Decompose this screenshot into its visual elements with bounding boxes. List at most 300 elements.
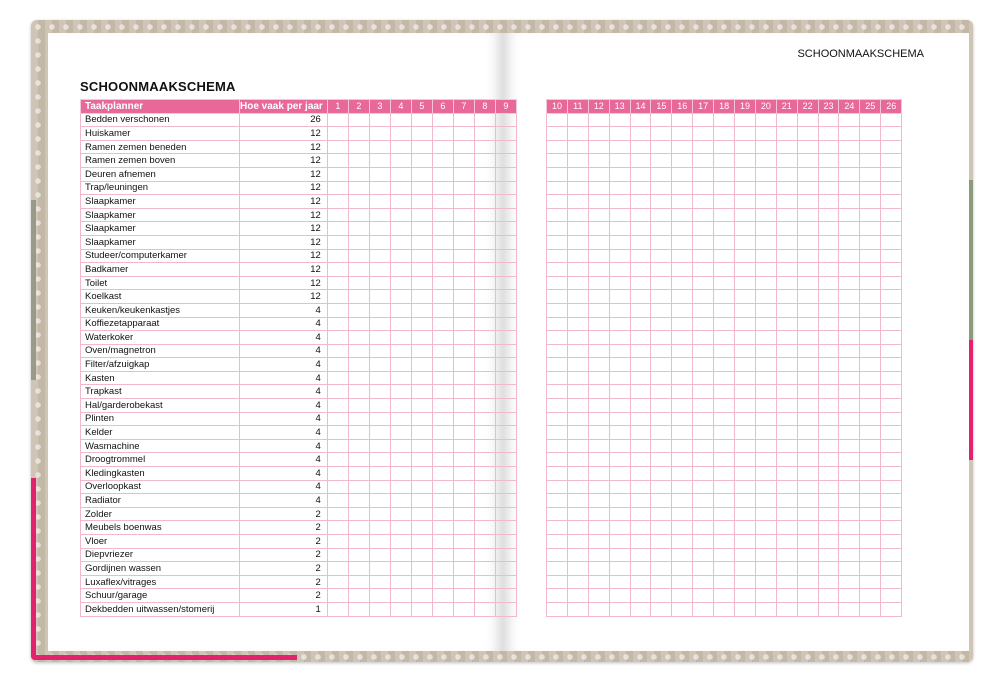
check-cell[interactable]: [474, 453, 495, 467]
check-cell[interactable]: [755, 439, 776, 453]
check-cell[interactable]: [432, 602, 453, 616]
check-cell[interactable]: [609, 290, 630, 304]
check-cell[interactable]: [755, 399, 776, 413]
check-cell[interactable]: [735, 303, 756, 317]
check-cell[interactable]: [411, 399, 432, 413]
check-cell[interactable]: [714, 507, 735, 521]
check-cell[interactable]: [881, 235, 902, 249]
check-cell[interactable]: [755, 371, 776, 385]
check-cell[interactable]: [411, 562, 432, 576]
check-cell[interactable]: [411, 127, 432, 141]
check-cell[interactable]: [818, 140, 839, 154]
check-cell[interactable]: [651, 575, 672, 589]
check-cell[interactable]: [839, 358, 860, 372]
check-cell[interactable]: [714, 127, 735, 141]
check-cell[interactable]: [432, 575, 453, 589]
check-cell[interactable]: [735, 358, 756, 372]
check-cell[interactable]: [797, 195, 818, 209]
check-cell[interactable]: [818, 222, 839, 236]
check-cell[interactable]: [474, 535, 495, 549]
check-cell[interactable]: [735, 412, 756, 426]
check-cell[interactable]: [672, 317, 693, 331]
check-cell[interactable]: [495, 303, 516, 317]
check-cell[interactable]: [797, 426, 818, 440]
check-cell[interactable]: [818, 235, 839, 249]
check-cell[interactable]: [693, 602, 714, 616]
check-cell[interactable]: [567, 303, 588, 317]
check-cell[interactable]: [348, 263, 369, 277]
check-cell[interactable]: [714, 562, 735, 576]
check-cell[interactable]: [881, 181, 902, 195]
check-cell[interactable]: [651, 222, 672, 236]
check-cell[interactable]: [735, 140, 756, 154]
check-cell[interactable]: [348, 480, 369, 494]
check-cell[interactable]: [547, 140, 568, 154]
check-cell[interactable]: [588, 548, 609, 562]
check-cell[interactable]: [390, 480, 411, 494]
check-cell[interactable]: [651, 276, 672, 290]
check-cell[interactable]: [453, 208, 474, 222]
check-cell[interactable]: [839, 426, 860, 440]
check-cell[interactable]: [714, 412, 735, 426]
check-cell[interactable]: [881, 412, 902, 426]
check-cell[interactable]: [797, 263, 818, 277]
check-cell[interactable]: [453, 467, 474, 481]
check-cell[interactable]: [651, 140, 672, 154]
check-cell[interactable]: [369, 181, 390, 195]
check-cell[interactable]: [860, 195, 881, 209]
check-cell[interactable]: [693, 439, 714, 453]
check-cell[interactable]: [860, 317, 881, 331]
check-cell[interactable]: [860, 412, 881, 426]
check-cell[interactable]: [693, 371, 714, 385]
check-cell[interactable]: [547, 412, 568, 426]
check-cell[interactable]: [567, 439, 588, 453]
check-cell[interactable]: [651, 154, 672, 168]
check-cell[interactable]: [474, 249, 495, 263]
check-cell[interactable]: [411, 249, 432, 263]
check-cell[interactable]: [547, 548, 568, 562]
check-cell[interactable]: [755, 412, 776, 426]
check-cell[interactable]: [693, 589, 714, 603]
check-cell[interactable]: [797, 562, 818, 576]
check-cell[interactable]: [881, 575, 902, 589]
check-cell[interactable]: [432, 399, 453, 413]
check-cell[interactable]: [453, 494, 474, 508]
check-cell[interactable]: [672, 358, 693, 372]
check-cell[interactable]: [860, 399, 881, 413]
check-cell[interactable]: [735, 195, 756, 209]
check-cell[interactable]: [818, 358, 839, 372]
check-cell[interactable]: [411, 181, 432, 195]
check-cell[interactable]: [881, 167, 902, 181]
check-cell[interactable]: [860, 426, 881, 440]
check-cell[interactable]: [432, 494, 453, 508]
check-cell[interactable]: [797, 276, 818, 290]
check-cell[interactable]: [348, 358, 369, 372]
check-cell[interactable]: [839, 575, 860, 589]
check-cell[interactable]: [432, 426, 453, 440]
check-cell[interactable]: [567, 235, 588, 249]
check-cell[interactable]: [411, 208, 432, 222]
check-cell[interactable]: [776, 371, 797, 385]
check-cell[interactable]: [567, 290, 588, 304]
check-cell[interactable]: [453, 507, 474, 521]
check-cell[interactable]: [693, 548, 714, 562]
check-cell[interactable]: [609, 562, 630, 576]
check-cell[interactable]: [432, 507, 453, 521]
check-cell[interactable]: [547, 317, 568, 331]
check-cell[interactable]: [567, 453, 588, 467]
check-cell[interactable]: [755, 344, 776, 358]
check-cell[interactable]: [348, 249, 369, 263]
check-cell[interactable]: [672, 235, 693, 249]
check-cell[interactable]: [547, 439, 568, 453]
check-cell[interactable]: [348, 276, 369, 290]
check-cell[interactable]: [348, 113, 369, 127]
check-cell[interactable]: [547, 167, 568, 181]
check-cell[interactable]: [348, 494, 369, 508]
check-cell[interactable]: [672, 127, 693, 141]
check-cell[interactable]: [672, 167, 693, 181]
check-cell[interactable]: [839, 235, 860, 249]
check-cell[interactable]: [567, 548, 588, 562]
check-cell[interactable]: [881, 602, 902, 616]
check-cell[interactable]: [474, 480, 495, 494]
check-cell[interactable]: [860, 480, 881, 494]
check-cell[interactable]: [755, 303, 776, 317]
check-cell[interactable]: [776, 467, 797, 481]
check-cell[interactable]: [609, 276, 630, 290]
check-cell[interactable]: [630, 562, 651, 576]
check-cell[interactable]: [588, 154, 609, 168]
check-cell[interactable]: [567, 331, 588, 345]
check-cell[interactable]: [609, 467, 630, 481]
check-cell[interactable]: [839, 385, 860, 399]
check-cell[interactable]: [495, 535, 516, 549]
check-cell[interactable]: [735, 602, 756, 616]
check-cell[interactable]: [755, 535, 776, 549]
check-cell[interactable]: [755, 195, 776, 209]
check-cell[interactable]: [672, 453, 693, 467]
check-cell[interactable]: [797, 480, 818, 494]
check-cell[interactable]: [630, 140, 651, 154]
check-cell[interactable]: [567, 589, 588, 603]
check-cell[interactable]: [547, 453, 568, 467]
check-cell[interactable]: [672, 412, 693, 426]
check-cell[interactable]: [327, 195, 348, 209]
check-cell[interactable]: [693, 399, 714, 413]
check-cell[interactable]: [495, 358, 516, 372]
check-cell[interactable]: [714, 385, 735, 399]
check-cell[interactable]: [672, 140, 693, 154]
check-cell[interactable]: [776, 249, 797, 263]
check-cell[interactable]: [735, 371, 756, 385]
check-cell[interactable]: [432, 154, 453, 168]
check-cell[interactable]: [714, 208, 735, 222]
check-cell[interactable]: [453, 358, 474, 372]
check-cell[interactable]: [348, 344, 369, 358]
check-cell[interactable]: [735, 167, 756, 181]
check-cell[interactable]: [735, 548, 756, 562]
check-cell[interactable]: [672, 385, 693, 399]
check-cell[interactable]: [881, 195, 902, 209]
check-cell[interactable]: [714, 263, 735, 277]
check-cell[interactable]: [630, 154, 651, 168]
check-cell[interactable]: [609, 548, 630, 562]
check-cell[interactable]: [860, 371, 881, 385]
check-cell[interactable]: [839, 113, 860, 127]
check-cell[interactable]: [495, 426, 516, 440]
check-cell[interactable]: [588, 208, 609, 222]
check-cell[interactable]: [714, 521, 735, 535]
check-cell[interactable]: [495, 263, 516, 277]
check-cell[interactable]: [881, 331, 902, 345]
check-cell[interactable]: [474, 235, 495, 249]
check-cell[interactable]: [495, 602, 516, 616]
check-cell[interactable]: [567, 113, 588, 127]
check-cell[interactable]: [693, 195, 714, 209]
check-cell[interactable]: [860, 494, 881, 508]
check-cell[interactable]: [327, 589, 348, 603]
check-cell[interactable]: [797, 412, 818, 426]
check-cell[interactable]: [327, 235, 348, 249]
check-cell[interactable]: [839, 276, 860, 290]
check-cell[interactable]: [735, 439, 756, 453]
check-cell[interactable]: [839, 222, 860, 236]
check-cell[interactable]: [776, 290, 797, 304]
check-cell[interactable]: [547, 331, 568, 345]
check-cell[interactable]: [588, 344, 609, 358]
check-cell[interactable]: [630, 535, 651, 549]
check-cell[interactable]: [735, 127, 756, 141]
check-cell[interactable]: [567, 385, 588, 399]
check-cell[interactable]: [776, 589, 797, 603]
check-cell[interactable]: [474, 575, 495, 589]
check-cell[interactable]: [776, 208, 797, 222]
check-cell[interactable]: [797, 303, 818, 317]
check-cell[interactable]: [735, 154, 756, 168]
check-cell[interactable]: [609, 222, 630, 236]
check-cell[interactable]: [714, 426, 735, 440]
check-cell[interactable]: [369, 140, 390, 154]
check-cell[interactable]: [567, 399, 588, 413]
check-cell[interactable]: [651, 494, 672, 508]
check-cell[interactable]: [369, 290, 390, 304]
check-cell[interactable]: [630, 439, 651, 453]
check-cell[interactable]: [411, 521, 432, 535]
check-cell[interactable]: [776, 181, 797, 195]
check-cell[interactable]: [797, 154, 818, 168]
check-cell[interactable]: [567, 140, 588, 154]
check-cell[interactable]: [714, 439, 735, 453]
check-cell[interactable]: [495, 167, 516, 181]
check-cell[interactable]: [609, 263, 630, 277]
check-cell[interactable]: [432, 222, 453, 236]
check-cell[interactable]: [818, 385, 839, 399]
check-cell[interactable]: [776, 235, 797, 249]
check-cell[interactable]: [567, 317, 588, 331]
check-cell[interactable]: [755, 385, 776, 399]
check-cell[interactable]: [495, 548, 516, 562]
check-cell[interactable]: [453, 480, 474, 494]
check-cell[interactable]: [860, 290, 881, 304]
check-cell[interactable]: [776, 521, 797, 535]
check-cell[interactable]: [495, 249, 516, 263]
check-cell[interactable]: [881, 480, 902, 494]
check-cell[interactable]: [390, 208, 411, 222]
check-cell[interactable]: [818, 562, 839, 576]
check-cell[interactable]: [881, 494, 902, 508]
check-cell[interactable]: [839, 548, 860, 562]
check-cell[interactable]: [369, 548, 390, 562]
check-cell[interactable]: [547, 113, 568, 127]
check-cell[interactable]: [495, 181, 516, 195]
check-cell[interactable]: [881, 303, 902, 317]
check-cell[interactable]: [735, 480, 756, 494]
check-cell[interactable]: [651, 167, 672, 181]
check-cell[interactable]: [672, 589, 693, 603]
check-cell[interactable]: [797, 399, 818, 413]
check-cell[interactable]: [495, 222, 516, 236]
check-cell[interactable]: [693, 412, 714, 426]
check-cell[interactable]: [327, 548, 348, 562]
check-cell[interactable]: [672, 507, 693, 521]
check-cell[interactable]: [776, 480, 797, 494]
check-cell[interactable]: [776, 453, 797, 467]
check-cell[interactable]: [860, 507, 881, 521]
check-cell[interactable]: [547, 399, 568, 413]
check-cell[interactable]: [588, 535, 609, 549]
check-cell[interactable]: [735, 113, 756, 127]
check-cell[interactable]: [797, 507, 818, 521]
check-cell[interactable]: [818, 263, 839, 277]
check-cell[interactable]: [651, 371, 672, 385]
check-cell[interactable]: [390, 575, 411, 589]
check-cell[interactable]: [369, 235, 390, 249]
check-cell[interactable]: [651, 249, 672, 263]
check-cell[interactable]: [630, 195, 651, 209]
check-cell[interactable]: [411, 290, 432, 304]
check-cell[interactable]: [390, 399, 411, 413]
check-cell[interactable]: [693, 276, 714, 290]
check-cell[interactable]: [630, 331, 651, 345]
check-cell[interactable]: [630, 494, 651, 508]
check-cell[interactable]: [776, 439, 797, 453]
check-cell[interactable]: [390, 371, 411, 385]
check-cell[interactable]: [797, 235, 818, 249]
check-cell[interactable]: [818, 208, 839, 222]
check-cell[interactable]: [609, 127, 630, 141]
check-cell[interactable]: [547, 181, 568, 195]
check-cell[interactable]: [839, 167, 860, 181]
check-cell[interactable]: [735, 467, 756, 481]
check-cell[interactable]: [411, 358, 432, 372]
check-cell[interactable]: [818, 181, 839, 195]
check-cell[interactable]: [714, 548, 735, 562]
check-cell[interactable]: [411, 548, 432, 562]
check-cell[interactable]: [432, 276, 453, 290]
check-cell[interactable]: [369, 562, 390, 576]
check-cell[interactable]: [630, 521, 651, 535]
check-cell[interactable]: [453, 181, 474, 195]
check-cell[interactable]: [348, 208, 369, 222]
check-cell[interactable]: [797, 521, 818, 535]
check-cell[interactable]: [453, 439, 474, 453]
check-cell[interactable]: [630, 480, 651, 494]
check-cell[interactable]: [735, 589, 756, 603]
check-cell[interactable]: [588, 358, 609, 372]
check-cell[interactable]: [390, 181, 411, 195]
check-cell[interactable]: [547, 303, 568, 317]
check-cell[interactable]: [453, 602, 474, 616]
check-cell[interactable]: [567, 154, 588, 168]
check-cell[interactable]: [609, 249, 630, 263]
check-cell[interactable]: [588, 426, 609, 440]
check-cell[interactable]: [327, 331, 348, 345]
check-cell[interactable]: [714, 399, 735, 413]
check-cell[interactable]: [672, 290, 693, 304]
check-cell[interactable]: [547, 358, 568, 372]
check-cell[interactable]: [860, 235, 881, 249]
check-cell[interactable]: [547, 562, 568, 576]
check-cell[interactable]: [453, 317, 474, 331]
check-cell[interactable]: [327, 154, 348, 168]
check-cell[interactable]: [693, 344, 714, 358]
check-cell[interactable]: [693, 331, 714, 345]
check-cell[interactable]: [609, 399, 630, 413]
check-cell[interactable]: [818, 303, 839, 317]
check-cell[interactable]: [588, 140, 609, 154]
check-cell[interactable]: [327, 263, 348, 277]
check-cell[interactable]: [411, 439, 432, 453]
check-cell[interactable]: [651, 303, 672, 317]
check-cell[interactable]: [839, 602, 860, 616]
check-cell[interactable]: [432, 317, 453, 331]
check-cell[interactable]: [567, 276, 588, 290]
check-cell[interactable]: [567, 181, 588, 195]
check-cell[interactable]: [672, 181, 693, 195]
check-cell[interactable]: [390, 602, 411, 616]
check-cell[interactable]: [735, 181, 756, 195]
check-cell[interactable]: [714, 167, 735, 181]
check-cell[interactable]: [651, 195, 672, 209]
check-cell[interactable]: [495, 453, 516, 467]
check-cell[interactable]: [797, 208, 818, 222]
check-cell[interactable]: [432, 331, 453, 345]
check-cell[interactable]: [755, 453, 776, 467]
check-cell[interactable]: [860, 575, 881, 589]
check-cell[interactable]: [672, 195, 693, 209]
check-cell[interactable]: [567, 507, 588, 521]
check-cell[interactable]: [588, 399, 609, 413]
check-cell[interactable]: [567, 480, 588, 494]
check-cell[interactable]: [609, 480, 630, 494]
check-cell[interactable]: [453, 263, 474, 277]
check-cell[interactable]: [369, 222, 390, 236]
check-cell[interactable]: [651, 317, 672, 331]
check-cell[interactable]: [588, 290, 609, 304]
check-cell[interactable]: [453, 453, 474, 467]
check-cell[interactable]: [547, 467, 568, 481]
check-cell[interactable]: [474, 521, 495, 535]
check-cell[interactable]: [369, 480, 390, 494]
check-cell[interactable]: [609, 154, 630, 168]
check-cell[interactable]: [348, 399, 369, 413]
check-cell[interactable]: [818, 331, 839, 345]
check-cell[interactable]: [693, 113, 714, 127]
check-cell[interactable]: [567, 426, 588, 440]
